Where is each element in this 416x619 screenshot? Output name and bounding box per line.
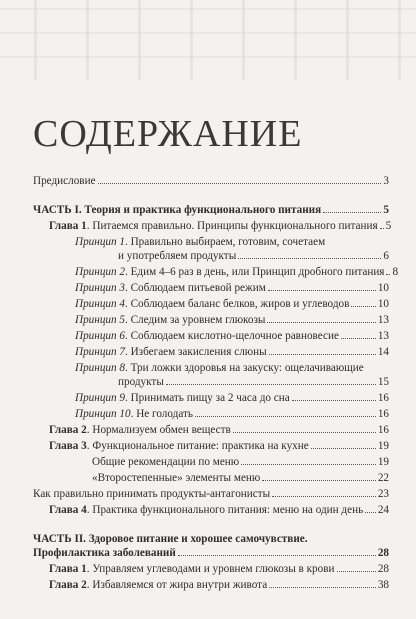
toc-entry-label: . Соблюдаем питьевой режим (125, 282, 266, 294)
toc-page-number: 16 (377, 408, 389, 420)
dot-leader (380, 219, 384, 229)
dot-leader (98, 174, 382, 184)
toc-entry-label: . Управляем углеводами и уровнем глюкозы в крови (86, 563, 335, 575)
toc-page-number: 38 (377, 579, 389, 591)
toc-entry-part-2[interactable] (33, 546, 389, 560)
dot-leader (195, 407, 376, 417)
dot-leader (272, 487, 376, 497)
toc-entry-label: . Соблюдаем баланс белков, жиров и углеводов (125, 298, 350, 310)
toc-page-number: 5 (383, 204, 389, 216)
toc-entry-label: . Едим 4–6 раз в день, или Принцип дробного питания (125, 266, 385, 278)
dot-leader (292, 391, 376, 401)
dot-leader (262, 471, 376, 481)
toc-entry-label: . Практика функционального питания: меню на один день (86, 504, 364, 516)
toc-page-number: 16 (377, 424, 389, 436)
dot-leader (351, 297, 375, 307)
toc-entry-antagonists[interactable] (33, 487, 389, 501)
dot-leader (311, 439, 376, 449)
principle-label: Принцип 7 (75, 346, 125, 358)
toc-entry-label: Профилактика заболеваний (33, 547, 176, 559)
toc-page-number: 10 (377, 298, 389, 310)
principle-label: Принцип 9 (75, 392, 125, 404)
dot-leader (178, 546, 376, 556)
page-title: СОДЕРЖАНИЕ (33, 113, 303, 155)
principle-label: Принцип 5 (75, 314, 125, 326)
toc-entry-principle-3[interactable] (75, 281, 389, 295)
chapter-label: Глава 1 (49, 563, 87, 575)
toc-entry-label: . Следим за уровнем глюкозы (125, 314, 266, 326)
toc-page-number: 28 (377, 547, 389, 559)
principle-label: Принцип 10 (75, 408, 131, 420)
toc-entry-part-1[interactable] (33, 203, 389, 217)
toc-entry-part-2-chapter-1[interactable] (49, 562, 389, 576)
toc-entry-label: . Нормализуем обмен веществ (86, 424, 231, 436)
toc-page-number: 6 (383, 250, 389, 262)
toc-entry-label: Предисловие (33, 175, 96, 187)
toc-entry-label: . Питаемся правильно. Принципы функционального питания (86, 220, 378, 232)
toc-entry-label: . Функциональное питание: практика на кухне (86, 440, 309, 452)
toc-page-number: 19 (377, 456, 389, 468)
dot-leader (323, 203, 381, 213)
toc-entry-principle-7[interactable] (75, 345, 389, 359)
dot-leader (337, 562, 376, 572)
toc-entry-part-2-title[interactable] (33, 532, 308, 546)
toc-entry-chapter-3[interactable] (49, 439, 389, 453)
principle-label: Принцип 8 (75, 362, 125, 374)
toc-page-number: 5 (385, 220, 392, 232)
principle-label: Принцип 6 (75, 330, 125, 342)
toc-entry-principle-4[interactable] (75, 297, 389, 311)
chapter-label: Глава 3 (49, 440, 87, 452)
toc-entry-label: . Избегаем закисления слюны (125, 346, 267, 358)
dot-leader (241, 455, 376, 465)
toc-entry-label: Общие рекомендации по меню (92, 456, 240, 468)
toc-entry-label: . Три ложки здоровья на закуску: ощелачивающие (125, 362, 364, 374)
toc-entry-part-2-chapter-2[interactable] (49, 578, 389, 592)
toc-page-number: 13 (377, 314, 389, 326)
dot-leader (238, 249, 381, 259)
toc-entry-label: . Принимать пищу за 2 часа до сна (125, 392, 290, 404)
toc-entry-chapter-4[interactable] (49, 503, 389, 517)
toc-entry-label: . Правильно выбираем, готовим, сочетаем (125, 236, 326, 248)
toc-page-number: 19 (377, 440, 389, 452)
dot-leader (267, 313, 375, 323)
dot-leader (386, 265, 390, 275)
chapter-label: Глава 2 (49, 424, 87, 436)
chapter-label: Глава 1 (49, 220, 87, 232)
principle-label: Принцип 4 (75, 298, 125, 310)
toc-entry-chapter-1[interactable] (49, 219, 392, 233)
toc-entry-chapter-3-sub-1[interactable] (92, 455, 389, 469)
toc-page-number: 10 (377, 282, 389, 294)
toc-entry-principle-2[interactable] (75, 265, 399, 279)
toc-entry-label: продукты (118, 376, 164, 388)
toc-entry-label: и употребляем продукты (118, 250, 237, 262)
toc-entry-principle-1-cont[interactable] (118, 249, 389, 263)
toc-entry-chapter-2[interactable] (49, 423, 389, 437)
toc-entry-principle-6[interactable] (75, 329, 389, 343)
toc-entry-label: . Не голодать (130, 408, 193, 420)
dot-leader (365, 503, 376, 513)
dot-leader (268, 281, 376, 291)
toc-entry-preface[interactable] (33, 174, 389, 188)
toc-page-number: 13 (377, 330, 389, 342)
dot-leader (166, 375, 376, 385)
toc-entry-chapter-3-sub-2[interactable] (92, 471, 389, 485)
toc-entry-principle-8-cont[interactable] (118, 375, 389, 389)
toc-page-number: 3 (383, 175, 389, 187)
toc-entry-label: . Соблюдаем кислотно-щелочное равновесие (125, 330, 339, 342)
toc-entry-principle-10[interactable] (75, 407, 389, 421)
toc-page-number: 28 (377, 563, 389, 575)
dot-leader (233, 423, 376, 433)
toc-entry-label: «Второстепенные» элементы меню (92, 472, 261, 484)
toc-entry-principle-8[interactable] (75, 361, 364, 375)
toc-page-number: 22 (377, 472, 389, 484)
dot-leader (269, 578, 376, 588)
toc-entry-principle-9[interactable] (75, 391, 389, 405)
toc-page-number: 24 (377, 504, 389, 516)
chapter-label: Глава 2 (49, 579, 87, 591)
toc-entry-label: ЧАСТЬ II. Здоровое питание и хорошее самочувствие. (33, 533, 308, 545)
dot-leader (341, 329, 376, 339)
toc-entry-principle-5[interactable] (75, 313, 389, 327)
dot-leader (269, 345, 376, 355)
toc-page-number: 23 (377, 488, 389, 500)
chapter-label: Глава 4 (49, 504, 87, 516)
toc-entry-principle-1[interactable] (75, 235, 325, 249)
toc-entry-label: ЧАСТЬ I. Теория и практика функционального питания (33, 204, 322, 216)
toc-page-number: 8 (392, 266, 399, 278)
toc-entry-label: Как правильно принимать продукты-антагонисты (33, 488, 271, 500)
toc-page-number: 14 (377, 346, 389, 358)
principle-label: Принцип 2 (75, 266, 125, 278)
toc-page-number: 15 (377, 376, 389, 388)
toc-entry-label: . Избавляемся от жира внутри живота (86, 579, 268, 591)
toc-page-number: 16 (377, 392, 389, 404)
principle-label: Принцип 1 (75, 236, 125, 248)
principle-label: Принцип 3 (75, 282, 125, 294)
